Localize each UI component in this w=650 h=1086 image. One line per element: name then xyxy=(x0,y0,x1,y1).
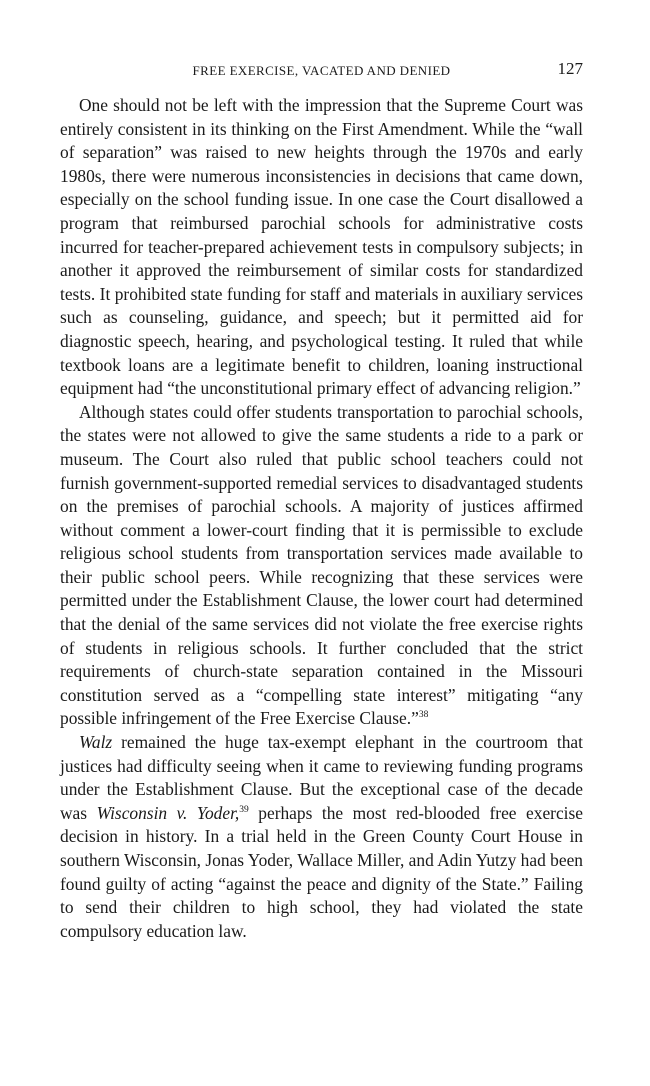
page-number: 127 xyxy=(557,59,583,78)
paragraph-1-text: One should not be left with the impression that the Supreme Court was entirely consistent in its thinking on the First Amendment. While the “wall of separation” was raised to new heights through the 1970s and early 1980s, there were numerous inconsistencies in decisions that came down, especially on the school funding issue. In one case the Court disallowed a program that reimbursed parochial schools for administrative costs incurred for teacher-prepared achievement tests in compulsory subjects; in another it approved the reimbursement of similar costs for standardized tests. It prohibited state funding for staff and materials in auxiliary services such as counseling, guidance, and speech; but it permitted aid for diagnostic speech, hearing, and psychological testing. It ruled that while textbook loans are a legitimate benefit to children, loaning instructional equipment had “the unconstitutional primary effect of advancing religion.” xyxy=(60,95,583,399)
paragraph-3 xyxy=(60,731,583,943)
paragraph-1 xyxy=(60,94,583,401)
running-title: FREE EXERCISE, VACATED AND DENIED xyxy=(192,63,451,78)
running-head xyxy=(60,60,583,84)
paragraph-2 xyxy=(60,401,583,731)
body-text xyxy=(60,94,583,943)
footnote-ref-39: 39 xyxy=(239,804,249,815)
paragraph-2-text: Although states could offer students transportation to parochial schools, the states were not allowed to give the same students a ride to a park or museum. The Court also ruled that public school teachers could not furnish government-supported remedial services to disadvantaged students on the premises of parochial schools. A majority of justices affirmed without comment a lower-court finding that it is permissible to exclude religious school students from transportation services made available to their public school peers. While recognizing that these services were permitted under the Establishment Clause, the lower court had determined that the denial of the same services did not violate the free exercise rights of students in religious schools. It further concluded that the strict requirements of church-state separation contained in the Missouri constitution served as a “compelling state interest” mitigating “any possible infringement of the Free Exercise Clause.” xyxy=(60,401,583,729)
footnote-ref-38: 38 xyxy=(418,710,429,721)
case-name-walz: Walz xyxy=(79,732,113,753)
case-name-wisconsin-v-yoder: Wisconsin v. Yoder, xyxy=(96,802,240,823)
paragraph-3-text-a: remained the huge tax-exempt elephant in the courtroom that justices had difficulty seeing when it came to reviewing funding programs under the Establishment Clause. But the exceptional case of the decade was xyxy=(60,732,583,823)
paragraph-3-text-b: perhaps the most red-blooded free exercise decision in history. In a trial held in the Green County Court House in southern Wisconsin, Jonas Yoder, Wallace Miller, and Adin Yutzy had been found guilty of acting “against the peace and dignity of the State.” Failing to send their children to high school, they had violated the state compulsory education law. xyxy=(60,802,583,941)
